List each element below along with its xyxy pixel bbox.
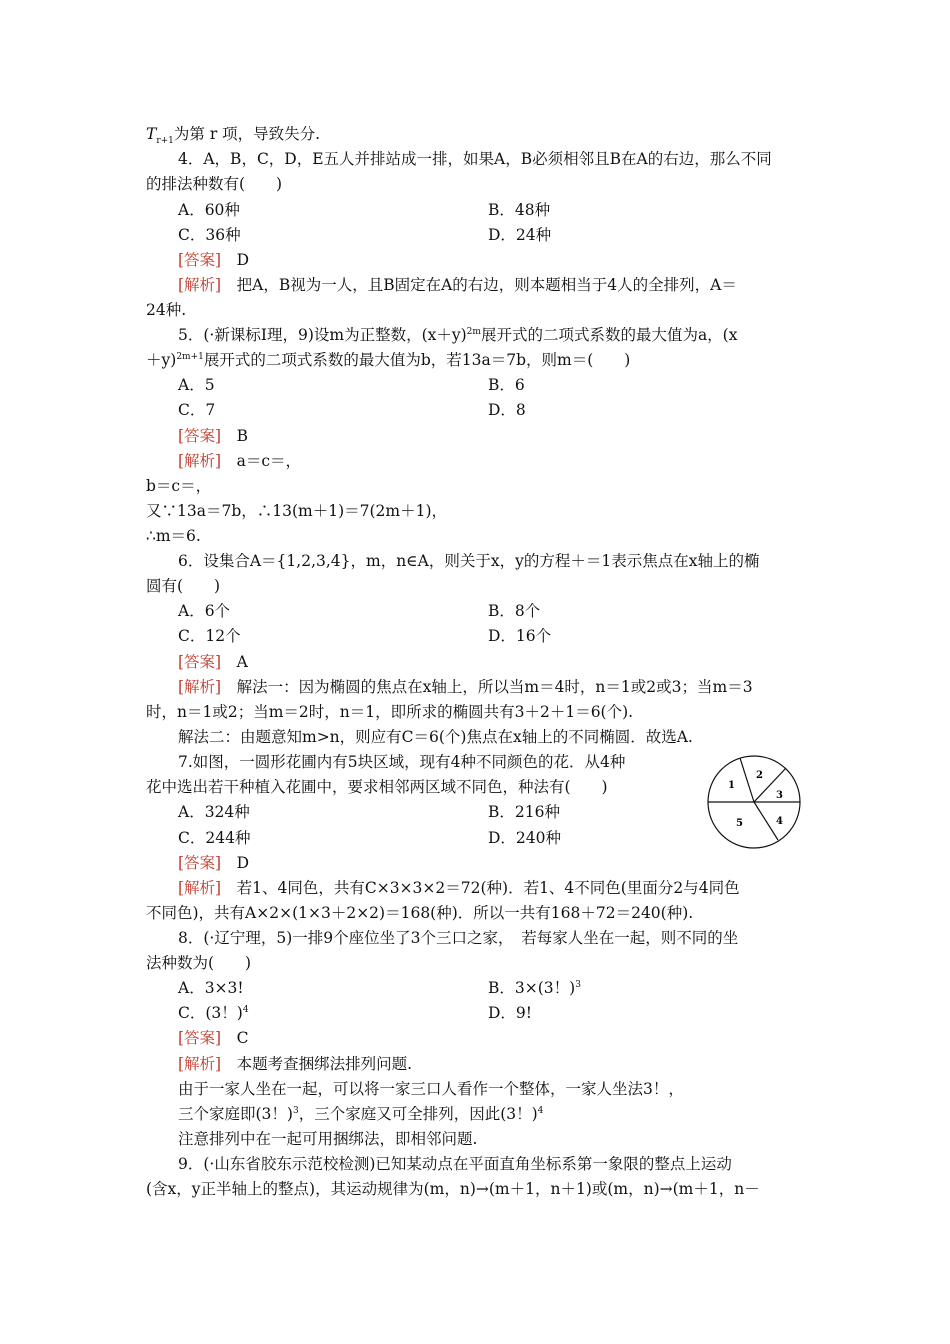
q7-stem-1: 7.如图，一圆形花圃内有5块区域，现有4种不同颜色的花．从4种 <box>178 753 626 771</box>
region-label-2: 2 <box>756 770 763 781</box>
text: B．3×(3！) <box>488 979 576 997</box>
q5-stem-1 <box>178 323 737 348</box>
q6-option-c: C．12个 <box>178 627 241 645</box>
superscript: 4 <box>242 1004 249 1015</box>
q6-option-a: A．6个 <box>178 602 231 620</box>
q5-analysis-2: b＝c＝， <box>146 477 212 495</box>
q9-stem-2: (含x，y正半轴上的整点)，其运动规律为(m，n)→(m＋1，n＋1)或(m，n)→(m＋1，n－ <box>146 1180 760 1198</box>
q5-analysis-1 <box>178 449 301 474</box>
analysis-text: 本题考查捆绑法排列问题. <box>236 1055 413 1073</box>
q5-option-b: B．6 <box>488 376 525 394</box>
answer-tag: [答案] <box>178 854 222 872</box>
text: 展开式的二项式系数的最大值为a，(x <box>480 326 738 344</box>
q7-option-b: B．216种 <box>488 803 560 821</box>
q4-option-c: C．36种 <box>178 226 241 244</box>
analysis-tag: [解析] <box>178 879 222 897</box>
circle-garden-figure <box>706 754 802 850</box>
q7-answer <box>178 851 249 876</box>
q5-option-d: D．8 <box>488 401 526 419</box>
q8-analysis-4: 注意排列中在一起可用捆绑法，即相邻问题. <box>178 1130 478 1148</box>
q5-answer <box>178 424 248 449</box>
text: 为第 r 项，导致失分. <box>173 125 321 143</box>
q6-stem-2: 圆有( ) <box>146 577 221 595</box>
answer-value: B <box>236 427 249 445</box>
text: 三个家庭即(3！) <box>178 1105 293 1123</box>
q8-analysis-2: 由于一家人坐在一起，可以将一家三口人看作一个整体，一家人坐法3！， <box>178 1080 684 1098</box>
q5-analysis-4: ∴m＝6. <box>146 527 201 545</box>
answer-tag: [答案] <box>178 1029 222 1047</box>
analysis-tag: [解析] <box>178 1055 222 1073</box>
q4-analysis-2: 24种. <box>146 301 187 319</box>
q7-analysis-2: 不同色)，共有A×2×(1×3＋2×2)＝168(种)．所以一共有168＋72＝240(种). <box>146 904 694 922</box>
q8-option-d: D．9! <box>488 1004 533 1022</box>
superscript: 3 <box>292 1105 299 1116</box>
q8-analysis-3 <box>178 1102 543 1127</box>
analysis-text: 把A，B视为一人，且B固定在A的右边，则本题相当于4人的全排列，A＝ <box>236 276 737 294</box>
superscript: 3 <box>575 979 581 990</box>
text: ，三个家庭又可全排列，因此(3！) <box>298 1105 538 1123</box>
analysis-tag: [解析] <box>178 452 222 470</box>
q8-option-a: A．3×3! <box>178 979 244 997</box>
divider <box>754 802 778 840</box>
answer-value: A <box>236 653 248 671</box>
q8-option-b <box>488 976 581 1001</box>
q4-stem-2: 的排法种数有( ) <box>146 175 283 193</box>
q6-analysis-3: 解法二：由题意知m>n，则应有C＝6(个)焦点在x轴上的不同椭圆．故选A. <box>178 728 693 746</box>
q7-option-c: C．244种 <box>178 829 251 847</box>
answer-value: D <box>236 251 250 269</box>
q8-stem-2: 法种数为( ) <box>146 954 252 972</box>
q6-option-b: B．8个 <box>488 602 541 620</box>
region-label-4: 4 <box>776 816 783 827</box>
q9-stem-1: 9．(·山东省胶东示范校检测)已知某动点在平面直角坐标系第一象限的整点上运动 <box>178 1155 732 1173</box>
q5-stem-2 <box>146 348 630 373</box>
q5-option-a: A．5 <box>178 376 215 394</box>
q4-answer <box>178 248 249 273</box>
text: C．(3！) <box>178 1004 243 1022</box>
answer-tag: [答案] <box>178 427 222 445</box>
region-label-5: 5 <box>736 818 743 829</box>
q8-answer <box>178 1026 249 1051</box>
q4-option-d: D．24种 <box>488 226 552 244</box>
q6-option-d: D．16个 <box>488 627 552 645</box>
q5-analysis-3: 又∵13a＝7b，∴13(m＋1)＝7(2m＋1)， <box>146 502 448 520</box>
text: ＋y) <box>146 351 177 369</box>
q6-analysis-2: 时，n＝1或2；当m＝2时，n＝1，即所求的椭圆共有3＋2＋1＝6(个). <box>146 703 634 721</box>
divider <box>740 758 754 802</box>
answer-value: C <box>236 1029 249 1047</box>
q7-option-a: A．324种 <box>178 803 250 821</box>
answer-tag: [答案] <box>178 251 222 269</box>
q6-answer <box>178 650 248 675</box>
q8-option-c <box>178 1001 249 1026</box>
q7-analysis-1 <box>178 876 740 901</box>
analysis-text: 解法一：因为椭圆的焦点在x轴上，所以当m＝4时，n＝1或2或3；当m＝3 <box>236 678 753 696</box>
superscript: 2m <box>466 326 481 337</box>
answer-value: D <box>236 854 250 872</box>
analysis-tag: [解析] <box>178 276 222 294</box>
q7-stem-2: 花中选出若干种植入花圃中，要求相邻两区域不同色，种法有( ) <box>146 778 608 796</box>
q6-stem-1: 6．设集合A＝{1,2,3,4}，m，n∈A，则关于x，y的方程＋＝1表示焦点在x轴上的椭 <box>178 552 760 570</box>
q8-stem-1: 8．(·辽宁理，5)一排9个座位坐了3个三口之家， 若每家人坐在一起，则不同的坐 <box>178 929 739 947</box>
analysis-text: 若1、4同色，共有C×3×3×2＝72(种)．若1、4不同色(里面分2与4同色 <box>236 879 740 897</box>
analysis-tag: [解析] <box>178 678 222 696</box>
q6-analysis-1 <box>178 675 753 700</box>
t-subscript: r+1 <box>156 136 174 147</box>
text: 展开式的二项式系数的最大值为b，若13a＝7b，则m＝( ) <box>203 351 631 369</box>
q4-option-b: B．48种 <box>488 201 551 219</box>
analysis-text: a＝c＝， <box>236 452 302 470</box>
region-label-3: 3 <box>776 790 783 801</box>
line-tr1 <box>146 122 320 147</box>
q5-option-c: C．7 <box>178 401 216 419</box>
q8-analysis-1 <box>178 1052 412 1077</box>
t-symbol: T <box>146 125 157 143</box>
q4-stem-1: 4．A，B，C，D，E五人并排站成一排，如果A，B必须相邻且B在A的右边，那么不同 <box>178 150 772 168</box>
text: 5．(·新课标Ⅰ理，9)设m为正整数，(x＋y) <box>178 326 467 344</box>
q4-analysis-1 <box>178 273 737 298</box>
superscript: 2m+1 <box>176 351 204 362</box>
region-label-1: 1 <box>728 780 735 791</box>
q7-option-d: D．240种 <box>488 829 562 847</box>
q4-option-a: A．60种 <box>178 201 240 219</box>
answer-tag: [答案] <box>178 653 222 671</box>
superscript: 4 <box>537 1105 544 1116</box>
